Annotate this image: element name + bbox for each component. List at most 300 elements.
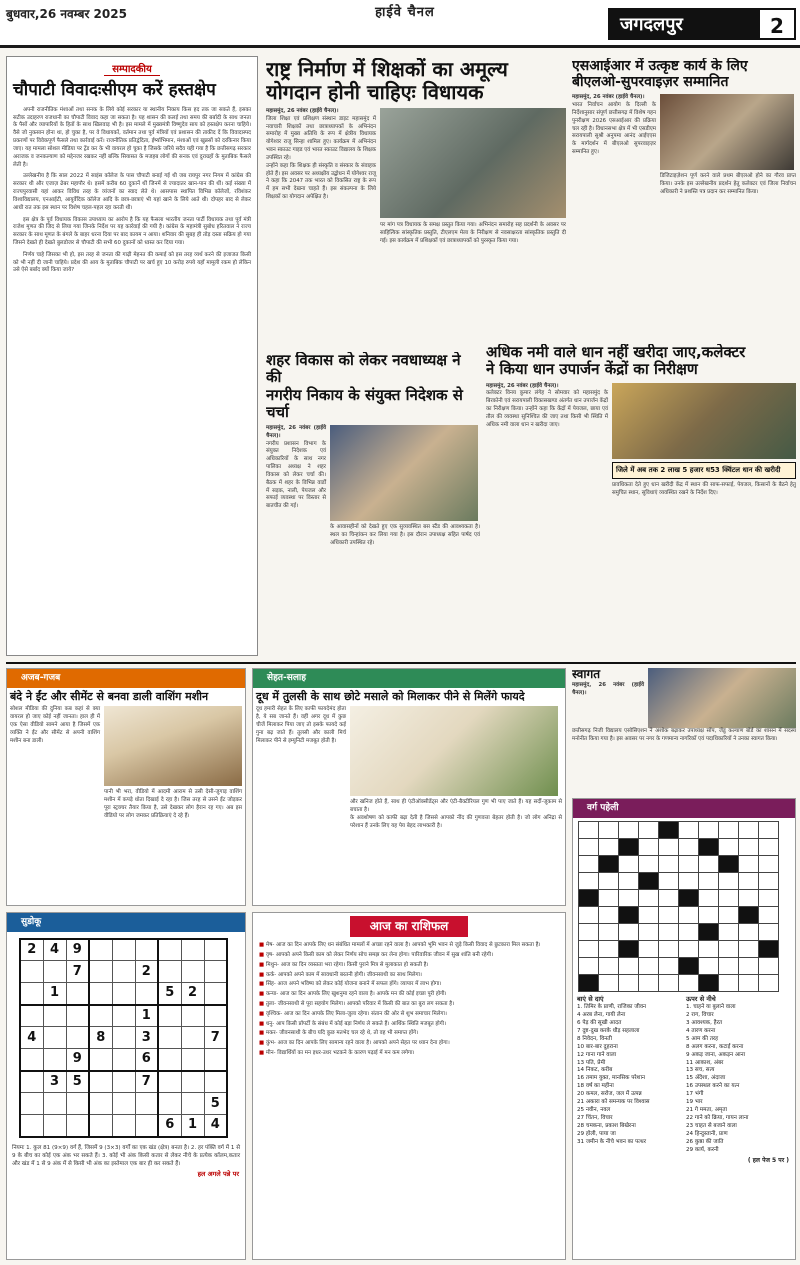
sudoku-cell[interactable] [112, 1049, 135, 1071]
crossword-clue: 13 सच, सत्य [686, 1067, 715, 1074]
crossword-cell[interactable] [699, 889, 719, 906]
paddy-photo [612, 383, 796, 459]
crossword-cell[interactable] [659, 957, 679, 974]
health-tag: सेहत-सलाह [267, 673, 307, 683]
rashi-text: कन्या- आज का दिन आपके लिए खुशनुमा रहने वाला है। आपके मन की कोई इच्छा पूरी होगी। [265, 991, 447, 998]
crossword-clue: 9 अकड़ जाना, अकड़न आना [686, 1051, 746, 1058]
sudoku-cell[interactable] [66, 1115, 89, 1137]
health-section [252, 668, 566, 906]
crossword-grid[interactable] [578, 821, 779, 992]
crossword-cell[interactable] [679, 974, 699, 991]
crossword-cell[interactable] [719, 855, 739, 872]
crossword-cell[interactable] [759, 923, 779, 940]
sudoku-cell[interactable] [66, 983, 89, 1005]
paper-name: हाईवे चैनल [375, 5, 435, 20]
rashi-text: मीन- विद्यार्थियों का मन इधर-उधर भटकने के कारण पढ़ाई में मन कम लगेगा। [265, 1050, 415, 1057]
sudoku-cell[interactable] [89, 961, 112, 983]
sudoku-cell[interactable] [20, 1049, 43, 1071]
masthead [0, 0, 800, 48]
editorial-para: निर्णय चाहे जिसका भी हो, इस तरह से जनता की गाढ़ी मेहनत की कमाई को इस तरह व्यर्थ करने की इजाजत किसी को भी नहीं दी जानी चाहिये। प्रदेश की आय के मुताबिक चौपाटी पर खर्च हुए 10 करोड़ रुपये यहाँ मामूली रकम हो लेकिन उसे ऐसे बर्बाद क्यों किया जाये? [13, 251, 251, 274]
sudoku-cell[interactable] [20, 1071, 43, 1093]
sudoku-cell[interactable]: 7 [204, 1027, 227, 1049]
lead-title-line2: योगदान होनी चाहिएः विधायक [266, 80, 484, 104]
sudoku-cell[interactable] [135, 1093, 158, 1115]
crossword-cell[interactable] [699, 940, 719, 957]
rashi-text: मकर- जीवनसाथी के बीच यदि कुछ मतभेद चल रहे थे, तो वह भी समाप्त होंगे। [265, 1030, 419, 1037]
sudoku-cell[interactable] [43, 961, 66, 983]
crossword-cell[interactable] [759, 855, 779, 872]
crossword-cell[interactable] [679, 889, 699, 906]
rashi-item [259, 1011, 559, 1019]
crossword-cell[interactable] [579, 889, 599, 906]
sudoku-cell[interactable] [158, 1005, 181, 1027]
crossword-cell[interactable] [679, 906, 699, 923]
crossword-clue: 29 कार्य, करनी [686, 1146, 719, 1153]
crossword-cell[interactable] [579, 940, 599, 957]
crossword-cell[interactable] [639, 940, 659, 957]
sudoku-cell[interactable] [181, 1027, 204, 1049]
crossword-cell[interactable] [639, 889, 659, 906]
sudoku-cell[interactable] [181, 961, 204, 983]
crossword-cell[interactable] [579, 872, 599, 889]
sudoku-cell[interactable] [135, 939, 158, 961]
sudoku-cell[interactable] [204, 1005, 227, 1027]
crossword-cell[interactable] [599, 838, 619, 855]
bullet-icon: ■ [259, 1001, 266, 1007]
sudoku-cell[interactable] [112, 1115, 135, 1137]
sudoku-cell[interactable] [20, 983, 43, 1005]
paddy-story [486, 344, 796, 644]
sudoku-cell[interactable] [43, 1115, 66, 1137]
crossword-clue: 31 जमीन के नीचे भवन का पत्थर [577, 1138, 647, 1145]
crossword-cell[interactable] [639, 821, 659, 838]
crossword-clue: 22 गाने को क्रिया, गायन लाना [686, 1115, 749, 1122]
sudoku-cell[interactable] [158, 1071, 181, 1093]
down-clues [686, 1004, 791, 1155]
crossword-cell[interactable] [679, 872, 699, 889]
editorial-tag: सम्पादकीय [104, 64, 160, 76]
rashi-text: सिंह- आज अपने भविष्य को लेकर कोई योजना बनाने में सफल होंगे। व्यापार में लाभ होगा। [265, 981, 442, 988]
lead-photo [380, 108, 566, 218]
crossword-cell[interactable] [619, 838, 639, 855]
rashi-item [259, 962, 559, 970]
crossword-clue: 29 होली, पाया जा [577, 1130, 616, 1137]
sudoku-cell[interactable] [43, 1049, 66, 1071]
crossword-cell[interactable] [739, 889, 759, 906]
crossword-clue: 6 पेड़ की सूखी आदत [577, 1019, 622, 1026]
sudoku-cell[interactable] [158, 1049, 181, 1071]
crossword-cell[interactable] [759, 889, 779, 906]
crossword-clue: 26 कुष्ठा की जाति [686, 1138, 724, 1145]
sir-photo [660, 94, 794, 170]
crossword-cell[interactable] [759, 940, 779, 957]
health-body: और खनिज होते हैं, साथ ही एंटीऑक्सीडेंट्स और एंटी-बैक्टीरियल गुण भी पाए जाते हैं। यह सर्दी-जुकाम से बचाता है। [350, 799, 562, 814]
crossword-cell[interactable] [719, 821, 739, 838]
crossword-cell[interactable] [739, 974, 759, 991]
crossword-clue: 5 आम की तरह [686, 1035, 719, 1042]
bullet-icon: ■ [259, 991, 266, 998]
crossword-cell[interactable] [599, 906, 619, 923]
crossword-clue: 24 हिन्दुस्तानी, प्राण [686, 1130, 728, 1137]
lead-body: जिला शिक्षा एवं प्रशिक्षण संस्थान डाइट महासमुंद में नवाचारी शिक्षकों तथा छात्राध्यापकों के अभिनंदन समारोह में मुख्य अतिथि के रूप में क्षेत्रीय विधायक योगेश्वर राजू सिन्हा शामिल हुए। कार्यक्रम में अभिनंदन भवन स्काउट गाइड एवं भारत स्काउट विद्यालय के शिक्षक उपस्थित रहे। [266, 115, 376, 161]
sir-body: डिजिटाइज़ेशन पूर्ण करने वाले प्रथम बीएलओ होने का गौरव प्राप्त किया। उनके इस उल्लेखनीय प्रदर्शन हेतु कलेक्टर एवं जिला निर्वाचन अधिकारी ने प्रशस्ति पत्र प्रदान कर सम्मानित किया। [660, 173, 796, 195]
sudoku-cell[interactable] [20, 961, 43, 983]
sudoku-cell[interactable] [135, 1115, 158, 1137]
sudoku-cell[interactable] [204, 961, 227, 983]
sudoku-cell[interactable] [135, 983, 158, 1005]
sudoku-cell[interactable]: 7 [66, 961, 89, 983]
welcome-title: स्वागत [572, 668, 601, 681]
editorial-title: चौपाटी विवादःसीएम करें हस्तक्षेप [13, 80, 216, 101]
crossword-clue: 2 राग, विचार [686, 1011, 714, 1018]
sudoku-cell[interactable]: 4 [20, 1027, 43, 1049]
milk-photo [350, 706, 558, 796]
sudoku-cell[interactable]: 6 [158, 1115, 181, 1137]
crossword-cell[interactable] [579, 821, 599, 838]
sudoku-cell[interactable] [181, 1049, 204, 1071]
sudoku-cell[interactable] [20, 1115, 43, 1137]
crossword-cell[interactable] [599, 872, 619, 889]
paddy-banner: जिले में अब तक 2 लाख 5 हजार ध53 क्विंटल धान की खरीदी [612, 462, 796, 480]
crossword-cell[interactable] [639, 974, 659, 991]
rashi-text: मिथुन- आज का दिन व्यस्तता भरा रहेगा। किसी पुराने मित्र से मुलाकात हो सकती है। [265, 961, 429, 968]
crossword-clue: 13 पति, प्रेमी [577, 1059, 606, 1066]
sudoku-cell[interactable] [112, 961, 135, 983]
crossword-cell[interactable] [619, 889, 639, 906]
rashi-item [259, 972, 559, 980]
sudoku-cell[interactable] [181, 1093, 204, 1115]
sudoku-cell[interactable] [204, 1071, 227, 1093]
rashi-item [259, 952, 559, 960]
crossword-cell[interactable] [759, 872, 779, 889]
sudoku-cell[interactable]: 9 [66, 939, 89, 961]
rashi-text: वृश्चिक- आज का दिन आपके लिए मिला-जुला रहेगा। संतान की ओर से शुभ समाचार मिलेगा। [265, 1010, 447, 1017]
welcome-body: छत्तीसगढ़ निजी विद्यालय एसोसिएशन ने अशोक बढ़ाकर उपाध्यक्ष सोंप, जेंडू कल्याण बोर्ड का शासन में सदस्य मनोनीत किया गया है। इस अवसर पर नगर के गणमान्य नागरिकों एवं पदाधिकारियों ने उनका स्वागत किया। [572, 728, 796, 742]
crossword-cell[interactable] [679, 957, 699, 974]
ajab-photo [104, 706, 242, 786]
rashi-text: धनु- आप किसी प्रॉपर्टी के संबंध में कोई बड़ा निर्णय ले सकते हैं। आर्थिक स्थिति मजबूत होगी। [265, 1020, 447, 1027]
bullet-icon: ■ [259, 951, 266, 958]
sudoku-cell[interactable]: 1 [135, 1005, 158, 1027]
crossword-cell[interactable] [619, 957, 639, 974]
crossword-cell[interactable] [699, 906, 719, 923]
crossword-cell[interactable] [579, 855, 599, 872]
crossword-clue: 1. तिमिर के प्राणी, राजिका जीवन [577, 1003, 647, 1010]
sudoku-cell[interactable] [181, 1005, 204, 1027]
crossword-cell[interactable] [719, 974, 739, 991]
crossword-cell[interactable] [619, 872, 639, 889]
sudoku-cell[interactable]: 4 [204, 1115, 227, 1137]
crossword-clue: 8 निवेदन, विनती [577, 1035, 612, 1042]
sudoku-cell[interactable]: 2 [181, 983, 204, 1005]
crossword-cell[interactable] [599, 940, 619, 957]
crossword-cell[interactable] [639, 906, 659, 923]
crossword-cell[interactable] [759, 957, 779, 974]
crossword-cell[interactable] [639, 855, 659, 872]
ajab-body: सोशल मीडिया की दुनिया कब कहां से क्या वायरल हो जाए कोई नहीं जानता। हाल ही में एक ऐसा वीडियो सामने आया है जिसमें एक व्यक्ति ने ईंट और सीमेंट से अपनी वाशिंग मशीन बना डाली। [10, 706, 100, 744]
sudoku-cell[interactable] [112, 1005, 135, 1027]
rashi-item [259, 1001, 559, 1009]
crossword-cell[interactable] [719, 940, 739, 957]
crossword-answer-note: ( हल पेज 5 पर ) [747, 1156, 789, 1164]
crossword-cell[interactable] [739, 872, 759, 889]
editorial-para: उल्लेखनीय है कि साल 2022 में साइंस कॉलेज के पास चौपाटी बनाई गई थी जब रायपुर नगर निगम में कांग्रेस की सरकार थी और एजाज़ ढेबर महापौर थे। इसमें करीब 60 दुकानें थीं जिनमें से ज्यादातर खान-पान की थीं। कई संख्या में राज्यपुरवासी यहां आकर विविध तरह के व्यंजनों का स्वाद लेते थे। आसपास स्थापित विभिन्न कॉलेजों, रविशंकर विश्वविद्यालय, एनआईटी, आयुर्वेदिक कॉलेज आदि के छात्र-छात्राएं भी यहां खाने के लिये आते थी। दोपहर बाद से लेकर आधी रात तक इस स्थान पर विशेष चहल-पहल रहा करती थी। [13, 173, 251, 211]
sudoku-cell[interactable]: 8 [89, 1027, 112, 1049]
sudoku-cell[interactable] [112, 939, 135, 961]
sir-story [572, 58, 796, 338]
crossword-cell[interactable] [599, 923, 619, 940]
sudoku-cell[interactable] [20, 1093, 43, 1115]
crossword-cell[interactable] [619, 821, 639, 838]
divider [6, 662, 796, 664]
crossword-cell[interactable] [659, 889, 679, 906]
crossword-cell[interactable] [699, 923, 719, 940]
sudoku-cell[interactable] [181, 939, 204, 961]
crossword-clue: 7 दुष्ट-दुख करके धौड़ सहलाला [577, 1027, 640, 1034]
crossword-cell[interactable] [619, 923, 639, 940]
sudoku-cell[interactable] [43, 1027, 66, 1049]
crossword-cell[interactable] [579, 974, 599, 991]
urban-photo [330, 425, 478, 521]
rashi-text: वृष- आपको अपने किसी काम को लेकर निर्णय सोच समझ कर लेना होगा। पारिवारिक जीवन में सुख शांति बनी रहेगी। [265, 951, 494, 958]
crossword-clue: 16 तमाम युक्त, मानसिक परेशान [577, 1075, 646, 1082]
crossword-clue: 4 तारण करना [686, 1027, 716, 1034]
sudoku-cell[interactable] [66, 1027, 89, 1049]
sudoku-cell[interactable] [158, 1027, 181, 1049]
crossword-cell[interactable] [659, 821, 679, 838]
crossword-cell[interactable] [739, 940, 759, 957]
bullet-icon: ■ [259, 1010, 266, 1017]
crossword-cell[interactable] [679, 821, 699, 838]
crossword-cell[interactable] [739, 923, 759, 940]
crossword-clue: 19 भार [686, 1099, 703, 1106]
bullet-icon: ■ [259, 961, 266, 968]
crossword-cell[interactable] [659, 940, 679, 957]
sudoku-cell[interactable] [20, 1005, 43, 1027]
sudoku-cell[interactable] [204, 983, 227, 1005]
rashifal-section [252, 912, 566, 1260]
sudoku-cell[interactable]: 9 [66, 1049, 89, 1071]
sudoku-cell[interactable]: 6 [135, 1049, 158, 1071]
urban-dateline: महासमुंद, 26 नवंबर (हाईवे चैनल)। [266, 425, 326, 439]
crossword-cell[interactable] [579, 906, 599, 923]
crossword-cell[interactable] [659, 923, 679, 940]
sir-dateline: महासमुंद, 26 नवंबर (हाईवे चैनल)। [572, 94, 645, 101]
crossword-clue: 16 उपस्थल करने का यत्न [686, 1083, 740, 1090]
crossword-cell[interactable] [579, 923, 599, 940]
crossword-clue: 21 अकारा को समन्यक पर विश्वास [577, 1099, 650, 1106]
sudoku-cell[interactable] [89, 1049, 112, 1071]
crossword-clue: 23 चाहत से बजाने वाला [686, 1123, 737, 1130]
rashi-text: कर्क- आपको अपने काम में सावधानी बरतनी होगी। जीवनसाथी का साथ मिलेगा। [265, 971, 422, 978]
paddy-title-line1: अधिक नमी वाले धान नहीं खरीदा जाए,कलेक्टर [486, 344, 746, 361]
crossword-cell[interactable] [719, 906, 739, 923]
sudoku-cell[interactable] [89, 1115, 112, 1137]
crossword-cell[interactable] [639, 957, 659, 974]
rashi-item [259, 942, 559, 950]
crossword-cell[interactable] [719, 889, 739, 906]
crossword-cell[interactable] [759, 838, 779, 855]
crossword-cell[interactable] [739, 906, 759, 923]
crossword-clue: 21 गे ममता, अमृता [686, 1107, 727, 1114]
crossword-cell[interactable] [659, 855, 679, 872]
crossword-cell[interactable] [619, 906, 639, 923]
sudoku-cell[interactable]: 5 [204, 1093, 227, 1115]
sudoku-cell[interactable] [158, 1093, 181, 1115]
sudoku-cell[interactable] [158, 939, 181, 961]
crossword-cell[interactable] [699, 957, 719, 974]
crossword-clue: 18 वर्ष का महीना [577, 1083, 614, 1090]
crossword-cell[interactable] [659, 906, 679, 923]
crossword-clue: 8 अलग करना, कटाई करना [686, 1043, 744, 1050]
crossword-cell[interactable] [599, 957, 619, 974]
sudoku-cell[interactable]: 3 [43, 1071, 66, 1093]
crossword-cell[interactable] [739, 838, 759, 855]
crossword-cell[interactable] [619, 974, 639, 991]
sudoku-rules: नियमः 1. कुल 81 (9×9) वर्ग हैं, जिसमें 9 (3×3) वर्गों का एक खंड (क्षेत्र) बनता है। 2. हर पंक्ति वर्ग में 1 से 9 के बीच का कोई एक अंक भर सकते हैं। 3. कोई भी अंक किसी कतार से लेकर नीचे के प्रत्येक कॉलम,कतार और खंड में 1 से 9 अंक में से किसी भी अंक का इस्तेमाल एक बार ही कर सकते हैं। [12, 1144, 240, 1167]
crossword-cell[interactable] [699, 974, 719, 991]
page-number: 2 [758, 8, 796, 40]
crossword-cell[interactable] [719, 838, 739, 855]
rashi-item [259, 1021, 559, 1029]
sudoku-cell[interactable] [89, 1093, 112, 1115]
sudoku-cell[interactable] [158, 961, 181, 983]
editorial-para: इस क्षेत्र के पूर्व विधायक विकास उपाध्याय का आरोप है कि यह फैसला भारतीय जनता पार्टी विधायक तथा पूर्व मंत्री राजेश मूणत की जिद से लिया गया जिनके निर्देश पर यह कार्रवाई की गयी है। कांग्रेस के महामंत्री सुबोध हरितवाल ने राज्य सरकार के साथ मूणत के बंगले के बाहर धरना दिया पर बाद कायम न आया। शनिवार की सुबह ही तोड़ दस्ता सक्रिय हो गया जिसने देखते ही देखते बुलडोजर से चौपाटी की सभी 60 दुकानों को ध्वस्त कर दिया गया। [13, 216, 251, 246]
welcome-photo [648, 668, 796, 728]
crossword-cell[interactable] [659, 974, 679, 991]
sudoku-cell[interactable]: 5 [66, 1071, 89, 1093]
urban-title-line2: नगरीय निकाय के संयुक्त निदेशक से चर्चा [266, 385, 463, 421]
rashifal-list [253, 940, 565, 1062]
welcome-dateline: महासमुंद, 26 नवंबर (हाईवे चैनल)। [572, 681, 644, 696]
crossword-cell[interactable] [659, 872, 679, 889]
lead-body: पर मांग पत्र विधायक के समक्ष प्रस्तुत किया गया। अभिनंदन समारोह सह प्रदर्शनी के अवसर पर साहित्यिक सांस्कृतिक प्रस्तुति, टीएलएम मेला के निरीक्षण से नवसाक्षरता सांस्कृतिक प्रस्तुति दी गई। इस कार्यक्रम में प्रशिक्षकों एवं छात्राध्यापकों को पुरस्कृत किया गया। [380, 222, 566, 244]
crossword-cell[interactable] [579, 957, 599, 974]
crossword-cell[interactable] [599, 974, 619, 991]
crossword-cell[interactable] [679, 940, 699, 957]
sudoku-cell[interactable]: 7 [135, 1071, 158, 1093]
crossword-cell[interactable] [759, 906, 779, 923]
crossword-cell[interactable] [619, 940, 639, 957]
paddy-title-line2: ने किया धान उपार्जन केंद्रों का निरीक्षण [486, 360, 698, 379]
sudoku-cell[interactable]: 1 [43, 983, 66, 1005]
sir-title-line2: बीएलओ-सुपरवाइज़र सम्मानित [572, 74, 729, 91]
rashi-item [259, 991, 559, 999]
down-heading: ऊपर से नीचे [686, 994, 716, 1003]
crossword-cell[interactable] [659, 838, 679, 855]
lead-story [266, 58, 566, 348]
rashi-item [259, 1030, 559, 1038]
crossword-cell[interactable] [739, 821, 759, 838]
crossword-clue: 27 चिंतन, विचार [577, 1115, 613, 1122]
rashi-text: तुला- जीवनसाथी से पूरा सहयोग मिलेगा। आपको परिवार में किसी की बात का बुरा लग सकता है। [265, 1001, 455, 1007]
rashi-item [259, 1040, 559, 1048]
sudoku-cell[interactable] [204, 939, 227, 961]
sudoku-cell[interactable] [112, 1093, 135, 1115]
crossword-cell[interactable] [699, 821, 719, 838]
sudoku-section [6, 912, 246, 1260]
lead-dateline: महासमुंद, 26 नवंबर (हाईवे चैनल)। [266, 108, 339, 114]
crossword-cell[interactable] [719, 957, 739, 974]
crossword-cell[interactable] [639, 923, 659, 940]
crossword-cell[interactable] [739, 957, 759, 974]
crossword-cell[interactable] [699, 855, 719, 872]
crossword-clue: 10 बार-बार दुहराना [577, 1043, 618, 1050]
health-title: दूध में तुलसी के साथ छोटे मसाले को मिलाकर पीने से मिलेंगे फायदे [256, 689, 525, 703]
crossword-cell[interactable] [599, 821, 619, 838]
urban-body: के आवासहीनों को देखते हुए एक सुव्यवस्थित बस स्टैंड की आवश्यकता है। स्थल का चिन्हांकन कर लिया गया है। इस दौरान उपाध्यक्ष सहित पार्षद एवं अधिकारी उपस्थित रहे। [330, 524, 480, 546]
health-body: दूध हमारी सेहत के लिए काफी फायदेमंद होता है, ये सब जानते हैं। वहीं अगर दूध में कुछ चीजें मिलाकर पिया जाए तो इसके फायदे कई गुना बढ़ जाते हैं। तुलसी और काली मिर्च मिलाकर पीने से इम्युनिटी मजबूत होती है। [256, 706, 346, 744]
crossword-cell[interactable] [759, 974, 779, 991]
crossword-cell[interactable] [719, 872, 739, 889]
health-body: के अवशोषण को काफी बढ़ा देती है जिससे आपको नींद की गुणवत्ता बेहतर होती है। जो लोग अनिद्रा से परेशान हैं उनके लिए यह पेय बेहद लाभकारी है। [350, 815, 562, 829]
sudoku-cell[interactable] [89, 1071, 112, 1093]
sudoku-cell[interactable] [43, 1093, 66, 1115]
crossword-clue: 28 चमकना, प्रकाश बिखेरना [577, 1123, 636, 1130]
bullet-icon: ■ [259, 981, 266, 988]
crossword-cell[interactable] [619, 855, 639, 872]
sudoku-cell[interactable] [66, 1093, 89, 1115]
crossword-cell[interactable] [679, 838, 699, 855]
sudoku-cell[interactable] [43, 1005, 66, 1027]
sudoku-title: सुडोकू [21, 917, 42, 927]
crossword-cell[interactable] [739, 855, 759, 872]
sudoku-cell[interactable] [204, 1049, 227, 1071]
sudoku-cell[interactable] [89, 983, 112, 1005]
urban-title-line1: शहर विकास को लेकर नवधाध्यक्ष ने की [266, 352, 461, 387]
crossword-cell[interactable] [599, 889, 619, 906]
crossword-cell[interactable] [639, 838, 659, 855]
crossword-cell[interactable] [639, 872, 659, 889]
ajab-body: पानी भी भरा, वीडियो में आदमी आराम से उसी देसी-जुगाड़ वाशिंग मशीन में कपड़े धोता दिखाई दे रहा है। जिस तरह से उसने ईंट जोड़कर पूरा स्ट्रक्चर तैयार किया है, उसे देखकर लोग हैरान रह गए। अब इस वीडियो पर लोग जमकर प्रतिक्रियाएं दे रहे हैं। [104, 789, 242, 819]
crossword-clue: 4 अरब लेना, गायी लेना [577, 1011, 626, 1018]
paddy-body: प्रावधिकता देते हुए धान खरीदी केंद्र में स्थान की साफ-सफाई, पेयजल, किसानों के बैठने हेतु समुचित स्थान, सुविधाएं व्यवस्थित रखने के निर्देश दिए। [612, 482, 796, 497]
editorial-section [6, 56, 258, 656]
urban-story [266, 352, 480, 652]
sudoku-cell[interactable]: 1 [181, 1115, 204, 1137]
issue-date: बुधवार,26 नवम्बर 2025 [6, 7, 127, 21]
crossword-cell[interactable] [719, 923, 739, 940]
crossword-cell[interactable] [679, 923, 699, 940]
crossword-cell[interactable] [679, 855, 699, 872]
bullet-icon: ■ [259, 1050, 266, 1057]
crossword-cell[interactable] [579, 838, 599, 855]
sudoku-cell[interactable]: 4 [43, 939, 66, 961]
crossword-cell[interactable] [759, 821, 779, 838]
bullet-icon: ■ [259, 1020, 266, 1027]
crossword-clue: 11 आकाश, अंबर [686, 1059, 724, 1066]
sudoku-cell[interactable]: 2 [135, 961, 158, 983]
paddy-dateline: महासमुंद, 26 नवंबर (हाईवे चैनल)। [486, 382, 559, 389]
crossword-clue: 25 नवीन, नवल [577, 1107, 611, 1114]
sudoku-cell[interactable] [181, 1071, 204, 1093]
sudoku-cell[interactable]: 2 [20, 939, 43, 961]
sudoku-cell[interactable]: 5 [158, 983, 181, 1005]
crossword-cell[interactable] [599, 855, 619, 872]
crossword-cell[interactable] [699, 872, 719, 889]
sudoku-cell[interactable] [112, 1071, 135, 1093]
sudoku-cell[interactable]: 3 [135, 1027, 158, 1049]
sudoku-cell[interactable] [89, 939, 112, 961]
rashi-text: मेष- आज का दिन आपके लिए धन संबंधित मामलों में अच्छा रहने वाला है। आपको भूमि भवन से जुड़े किसी विवाद से छुटकारा मिल सकता है। [265, 942, 541, 949]
crossword-cell[interactable] [699, 838, 719, 855]
sudoku-cell[interactable] [89, 1005, 112, 1027]
sudoku-cell[interactable] [112, 983, 135, 1005]
sudoku-cell[interactable] [66, 1005, 89, 1027]
sudoku-cell[interactable] [112, 1027, 135, 1049]
sudoku-grid[interactable] [19, 938, 228, 1138]
ajab-title: बंदे ने ईंट और सीमेंट से बनवा डाली वाशिंग मशीन [10, 689, 209, 703]
